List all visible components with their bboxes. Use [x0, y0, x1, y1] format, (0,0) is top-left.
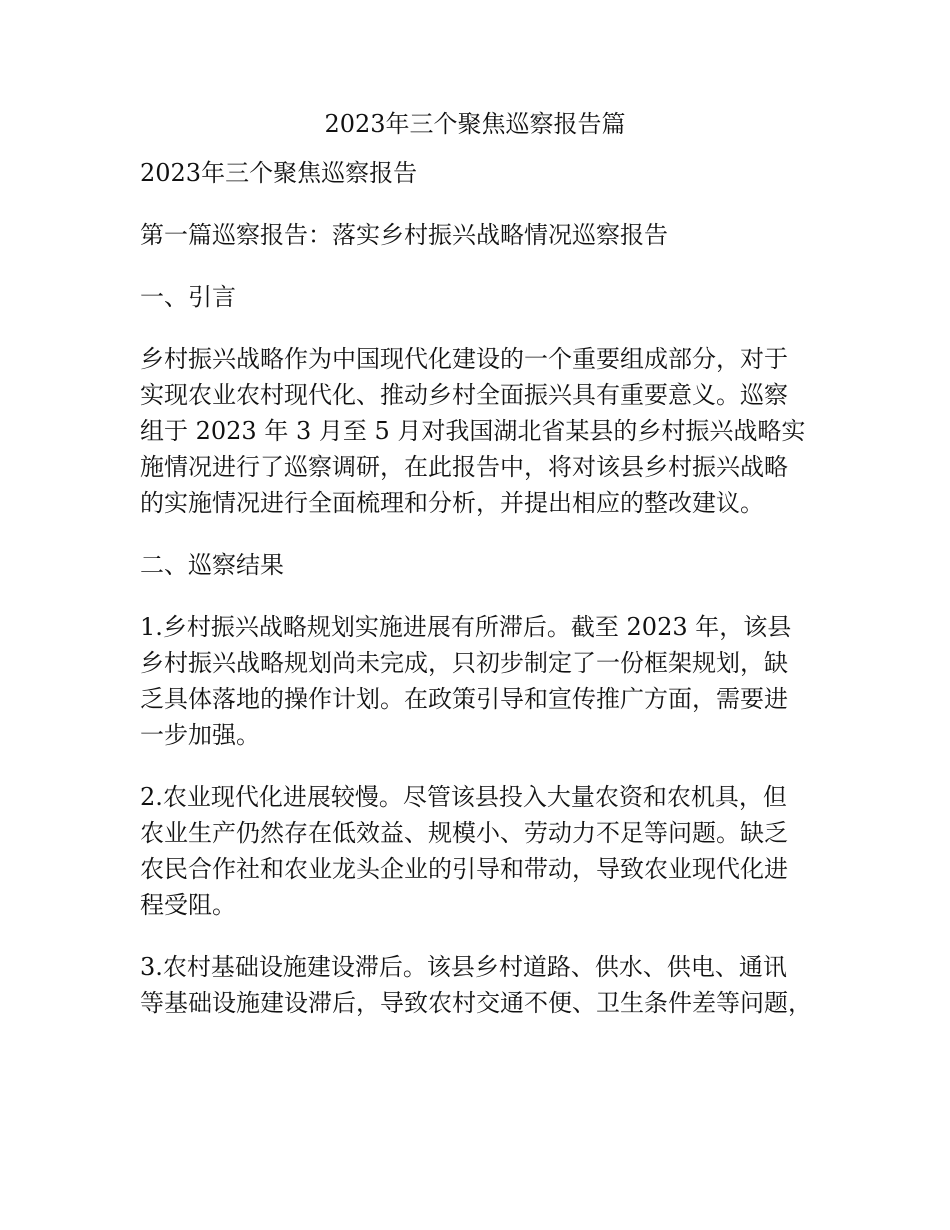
introduction-paragraph	[140, 341, 830, 521]
paragraph-line: 实现农业农村现代化、推动乡村全面振兴具有重要意义。巡察	[140, 381, 788, 409]
finding-3-paragraph	[140, 949, 830, 1021]
paragraph-line: 农民合作社和农业龙头企业的引导和带动，导致农业现代化进	[140, 855, 788, 883]
section-heading-introduction: 一、引言	[140, 283, 236, 311]
paragraph-line: 组于 2023 年 3 月至 5 月对我国湖北省某县的乡村振兴战略实	[140, 417, 806, 445]
finding-2-paragraph	[140, 779, 830, 923]
paragraph-line: 乏具体落地的操作计划。在政策引导和宣传推广方面，需要进	[140, 685, 788, 713]
paragraph-line: 施情况进行了巡察调研，在此报告中，将对该县乡村振兴战略	[140, 453, 788, 481]
paragraph-line: 乡村振兴战略规划尚未完成，只初步制定了一份框架规划，缺	[140, 649, 788, 677]
paragraph-line: 1.乡村振兴战略规划实施进展有所滞后。截至 2023 年，该县	[140, 613, 792, 641]
section-heading-findings: 二、巡察结果	[140, 551, 284, 579]
section-heading-introduction-paragraph	[140, 279, 830, 315]
paragraph-line: 的实施情况进行全面梳理和分析，并提出相应的整改建议。	[140, 489, 764, 517]
paragraph-line: 农业生产仍然存在低效益、规模小、劳动力不足等问题。缺乏	[140, 819, 788, 847]
subtitle: 2023年三个聚焦巡察报告	[140, 159, 418, 187]
paragraph-line: 程受阻。	[140, 891, 236, 919]
section-heading-findings-paragraph	[140, 547, 830, 583]
first-report-heading: 第一篇巡察报告：落实乡村振兴战略情况巡察报告	[140, 221, 668, 249]
first-report-heading-paragraph	[140, 217, 830, 253]
paragraph-line: 2.农业现代化进展较慢。尽管该县投入大量农资和农机具，但	[140, 783, 787, 811]
subtitle-paragraph	[140, 155, 830, 191]
document-title: 2023年三个聚焦巡察报告篇	[324, 110, 626, 138]
finding-1-paragraph	[140, 609, 830, 753]
paragraph-line: 3.农村基础设施建设滞后。该县乡村道路、供水、供电、通讯	[140, 953, 787, 981]
paragraph-line: 乡村振兴战略作为中国现代化建设的一个重要组成部分，对于	[140, 345, 788, 373]
document-body	[140, 155, 830, 1047]
paragraph-line: 一步加强。	[140, 721, 260, 749]
paragraph-line: 等基础设施建设滞后，导致农村交通不便、卫生条件差等问题，	[140, 989, 812, 1017]
